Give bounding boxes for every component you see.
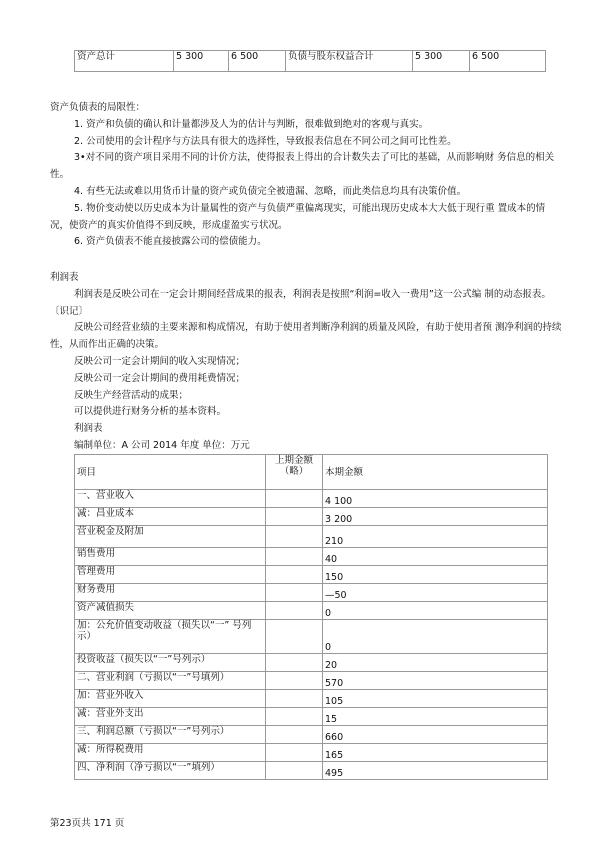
unit-line: 编制单位：A 公司 2014 年度 单位：万元 xyxy=(74,439,250,451)
list-item: 4. 有些无法或难以用货币计量的资产或负债完全被遗漏、忽略，而此类信息均具有决策价值。 xyxy=(74,185,467,197)
table-cell: 四、净利润（净亏损以“一”填列） xyxy=(75,762,266,780)
table-row xyxy=(75,744,548,762)
table-cell: 负债与股东权益合计 xyxy=(286,51,413,72)
table-cell: 0 xyxy=(323,602,548,620)
table-cell: 减：营业外支出 xyxy=(75,708,266,726)
table-cell xyxy=(266,744,323,762)
table-cell xyxy=(266,508,323,526)
table-cell: 销售费用 xyxy=(75,548,266,566)
paragraph: 利润表是反映公司在一定会计期间经营成果的报表，利润表是按照“利润=收入一费用”这一公式编 制的动态报表。〔识记〕 xyxy=(50,288,551,317)
table-cell: 210 xyxy=(323,526,548,548)
income-statement-table xyxy=(74,454,548,780)
list-item: 2. 公司使用的会计程序与方法具有很大的选择性，导致报表信息在不同公司之间可比性差。 xyxy=(74,135,457,147)
table-header-row xyxy=(75,455,548,490)
table-cell: 20 xyxy=(323,654,548,672)
table-row xyxy=(75,620,548,654)
table-cell: 管理费用 xyxy=(75,566,266,584)
table-cell: 6 500 xyxy=(470,51,546,72)
page-footer: 第23页共 171 页 xyxy=(50,818,125,829)
table-cell: 减：昌业成本 xyxy=(75,508,266,526)
table-cell: 5 300 xyxy=(174,51,229,72)
table-cell: —50 xyxy=(323,584,548,602)
table-cell xyxy=(266,602,323,620)
table-cell: 495 xyxy=(323,762,548,780)
table-row xyxy=(75,672,548,690)
table-cell: 0 xyxy=(323,620,548,654)
table-row xyxy=(75,508,548,526)
table-row xyxy=(75,548,548,566)
table-row xyxy=(75,490,548,508)
table-cell xyxy=(266,690,323,708)
table-title: 利润表 xyxy=(74,423,103,435)
table-cell: 加：公允价值变动收益（损失以“一” 号列示） xyxy=(75,620,266,654)
income-section xyxy=(50,270,562,455)
table-cell: 资产减值损失 xyxy=(75,602,266,620)
table-cell xyxy=(266,584,323,602)
table-cell: 营业税金及附加 xyxy=(75,526,266,548)
list-item: 反映生产经营活动的成果； xyxy=(74,389,189,401)
table-row xyxy=(75,654,548,672)
table-cell: 570 xyxy=(323,672,548,690)
table-row xyxy=(75,690,548,708)
list-item: 1. 资产和负债的确认和计量都涉及人为的估计与判断，很难做到绝对的客观与真实。 xyxy=(74,118,429,130)
list-item: 反映公司一定会计期间的费用耗费情况； xyxy=(74,372,246,384)
table-cell: 一、营业收入 xyxy=(75,490,266,508)
table-cell: 105 xyxy=(323,690,548,708)
table-cell xyxy=(266,654,323,672)
table-row xyxy=(75,602,548,620)
table-cell: 资产总计 xyxy=(75,51,174,72)
list-item: 可以提供进行财务分析的基本资料。 xyxy=(74,406,227,418)
balance-total-table xyxy=(74,50,546,72)
table-cell: 4 100 xyxy=(323,490,548,508)
table-row xyxy=(75,726,548,744)
table-cell: 财务费用 xyxy=(75,584,266,602)
table-cell: 二、营业利润（亏损以“一”号填列） xyxy=(75,672,266,690)
list-item: 5. 物价变动使以历史成本为计量属性的资产与负债严重偏离现实，可能出现历史成本大大低于现行重 置成本的情况，使资产的真实价值得不到反映，形成虚盈实亏状况。 xyxy=(50,202,546,231)
table-cell: 165 xyxy=(323,744,548,762)
table-row xyxy=(75,526,548,548)
table-cell xyxy=(266,620,323,654)
table-row xyxy=(75,762,548,780)
limits-title: 资产负债表的局限性： xyxy=(50,102,146,113)
table-cell xyxy=(266,548,323,566)
table-cell: 660 xyxy=(323,726,548,744)
table-cell xyxy=(266,526,323,548)
table-cell: 15 xyxy=(323,708,548,726)
section-heading: 利润表 xyxy=(50,272,79,283)
limits-section xyxy=(50,100,562,251)
table-cell xyxy=(266,708,323,726)
paragraph: 反映公司经营业绩的主要来源和构成情况，有助于使用者判断净利润的质量及风险，有助于使用者预 测净利润的持续性，从而作出正确的决策。 xyxy=(50,322,562,351)
table-cell: 6 500 xyxy=(229,51,286,72)
table-cell xyxy=(266,490,323,508)
table-cell: 加：营业外收入 xyxy=(75,690,266,708)
column-header: 本期金额 xyxy=(323,455,548,490)
table-cell: 减：所得税费用 xyxy=(75,744,266,762)
table-cell xyxy=(266,672,323,690)
table-row xyxy=(75,584,548,602)
table-row xyxy=(75,708,548,726)
table-cell xyxy=(266,726,323,744)
table-cell: 40 xyxy=(323,548,548,566)
table-cell: 150 xyxy=(323,566,548,584)
table-cell: 3 200 xyxy=(323,508,548,526)
list-item: 6. 资产负债表不能直接披露公司的偿债能力。 xyxy=(74,236,267,248)
column-header: 上期金额 （略） xyxy=(266,455,323,490)
table-cell xyxy=(266,762,323,780)
table-cell: 投资收益（损失以“一”号列示） xyxy=(75,654,266,672)
table-row xyxy=(75,566,548,584)
table-cell xyxy=(266,566,323,584)
column-header: 项目 xyxy=(75,455,266,490)
table-row xyxy=(75,51,546,72)
list-item: 3•对不同的资产项目采用不同的计价方法，使得报表上得出的合计数失去了可比的基础，从而影响财 务信息的相关性。 xyxy=(50,152,555,181)
table-cell: 5 300 xyxy=(413,51,470,72)
list-item: 反映公司一定会计期间的收入实现情况； xyxy=(74,355,246,367)
table-cell: 三、利润总额（亏损以“一”号列示） xyxy=(75,726,266,744)
